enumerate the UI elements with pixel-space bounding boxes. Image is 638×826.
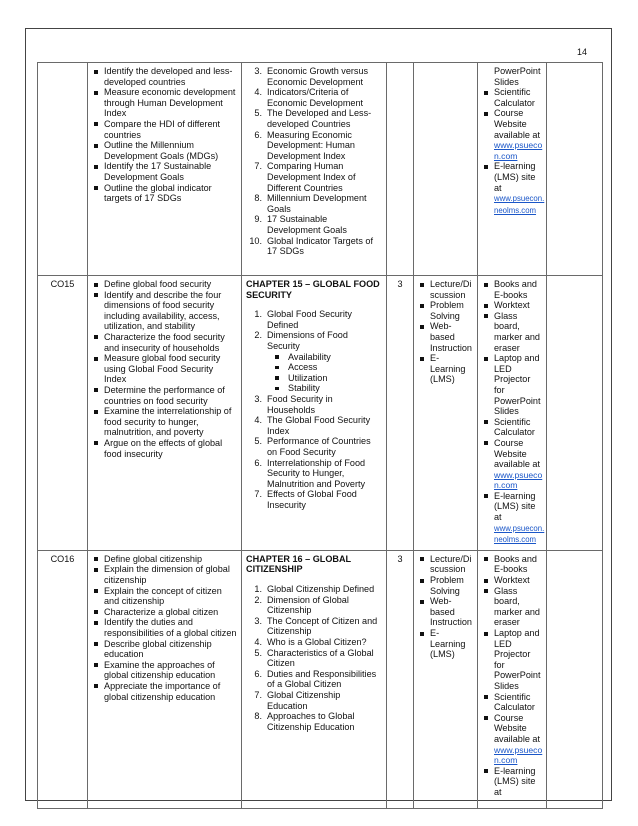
topic-text: Characteristics of a Global Citizen bbox=[267, 647, 374, 669]
list-item: Outline the global indicator targets of 17 SDGs bbox=[92, 183, 237, 204]
topic-number: 7. bbox=[254, 161, 262, 172]
list-item: Books and E-books bbox=[482, 279, 542, 300]
list-item: Define global food security bbox=[92, 279, 237, 290]
list-item bbox=[246, 236, 382, 257]
course-outcome-code: CO16 bbox=[38, 550, 88, 808]
topic-number: 7. bbox=[254, 689, 262, 700]
resources-list bbox=[482, 279, 545, 546]
list-item: Define global citizenship bbox=[92, 554, 237, 565]
list-item: Identify the developed and less-developed countries bbox=[92, 66, 237, 87]
list-item bbox=[246, 193, 382, 214]
list-item: Explain the dimension of global citizenship bbox=[92, 564, 237, 585]
learning-outcomes-cell bbox=[88, 63, 242, 276]
topic-number: 5. bbox=[254, 108, 262, 119]
methods-list bbox=[418, 279, 473, 385]
list-item: Explain the concept of citizen and citizenship bbox=[92, 586, 237, 607]
learning-outcomes-list bbox=[92, 554, 237, 702]
topic-text: Dimensions of Food Security bbox=[267, 330, 348, 351]
topic-number: 3. bbox=[254, 615, 262, 626]
list-item: Worktext bbox=[482, 575, 542, 586]
topic-text: Duties and Responsibilities of a Global Citizen bbox=[267, 668, 377, 690]
resources-cell bbox=[478, 550, 547, 808]
list-item: Identify and describe the four dimensions of food security including availability, access, utilization, and stability bbox=[92, 290, 237, 332]
topics-cell bbox=[242, 276, 387, 551]
topic-text: Economic Growth versus Economic Development bbox=[267, 66, 369, 87]
topic-text: Who is a Global Citizen? bbox=[267, 637, 367, 647]
list-item: Examine the approaches of global citizenship education bbox=[92, 660, 237, 681]
topic-number: 3. bbox=[254, 66, 262, 76]
list-item bbox=[246, 584, 382, 595]
table-row bbox=[38, 550, 603, 808]
topic-number: 2. bbox=[254, 330, 262, 341]
list-item: E-Learning (LMS) bbox=[418, 628, 473, 660]
hours-cell: 3 bbox=[387, 550, 414, 808]
topic-text: Dimension of Global Citizenship bbox=[267, 594, 349, 616]
topic-text: Approaches to Global Citizenship Education bbox=[267, 711, 355, 732]
empty-cell bbox=[547, 276, 603, 551]
list-item: Stability bbox=[272, 383, 382, 394]
list-item: Glass board, marker and eraser bbox=[482, 586, 542, 628]
list-item: Books and E-books bbox=[482, 554, 542, 575]
topic-text: Comparing Human Development Index of Different Countries bbox=[267, 161, 356, 193]
list-item: Determine the performance of countries on food security bbox=[92, 385, 237, 406]
learning-outcomes-cell bbox=[88, 276, 242, 551]
topic-number: 7. bbox=[254, 489, 262, 500]
resources-list bbox=[482, 87, 545, 216]
list-item: Measure economic development through Human Development Index bbox=[92, 87, 237, 119]
list-item bbox=[246, 415, 382, 436]
list-item: Scientific Calculator bbox=[482, 87, 542, 108]
topics-list bbox=[246, 66, 382, 257]
list-item bbox=[246, 711, 382, 732]
topic-number: 6. bbox=[254, 457, 262, 468]
course-outcome-code bbox=[38, 63, 88, 276]
resources-cell bbox=[478, 276, 547, 551]
list-item: Examine the interrelationship of food security to hunger, malnutrition, and poverty bbox=[92, 406, 237, 438]
topic-number: 4. bbox=[254, 637, 262, 647]
topic-number: 4. bbox=[254, 415, 262, 426]
list-item: E-learning (LMS) site at bbox=[482, 766, 542, 798]
topic-number: 5. bbox=[254, 436, 262, 447]
topic-text: The Concept of Citizen and Citizenship bbox=[267, 615, 378, 637]
topic-number: 2. bbox=[254, 594, 262, 605]
list-item: Course Website available at www.psueco n.com bbox=[482, 438, 542, 491]
topic-number: 3. bbox=[254, 393, 262, 404]
topic-subtopics bbox=[272, 352, 382, 394]
methods-cell bbox=[414, 276, 478, 551]
resources-continuation: PowerPoint Slides bbox=[494, 66, 541, 87]
list-item: Argue on the effects of global food insecurity bbox=[92, 438, 237, 459]
list-item: Web-based Instruction bbox=[418, 596, 473, 628]
topic-number: 1. bbox=[254, 309, 262, 320]
learning-outcomes-list bbox=[92, 66, 237, 204]
list-item: Appreciate the importance of global citizenship education bbox=[92, 681, 237, 702]
topic-text: Performance of Countries on Food Security bbox=[267, 436, 371, 457]
list-item: Access bbox=[272, 362, 382, 373]
topic-text: Measuring Economic Development: Human Development Index bbox=[267, 129, 355, 161]
list-item bbox=[246, 489, 382, 510]
chapter-title: CHAPTER 15 – GLOBAL FOOD SECURITY bbox=[246, 279, 380, 300]
topics-cell bbox=[242, 63, 387, 276]
methods-cell bbox=[414, 63, 478, 276]
topic-text: The Developed and Less-developed Countries bbox=[267, 108, 372, 129]
topics-list bbox=[246, 584, 382, 732]
topic-number: 1. bbox=[254, 584, 262, 595]
list-item bbox=[246, 458, 382, 490]
list-item bbox=[246, 108, 382, 129]
topic-text: Global Indicator Targets of 17 SDGs bbox=[267, 235, 373, 257]
list-item: Worktext bbox=[482, 300, 542, 311]
resources-list bbox=[482, 554, 542, 798]
topic-text: Global Citizenship Defined bbox=[267, 584, 375, 595]
list-item: Outline the Millennium Development Goals (MDGs) bbox=[92, 140, 237, 161]
list-item: Laptop and LED Projector for PowerPoint Slides bbox=[482, 353, 542, 417]
list-item: E-learning (LMS) site at www.psuecon. neolms.com bbox=[482, 161, 542, 216]
list-item: Measure global food security using Global Food Security Index bbox=[92, 353, 237, 385]
topic-number: 8. bbox=[254, 193, 262, 204]
topic-text: The Global Food Security Index bbox=[267, 415, 371, 436]
empty-cell bbox=[547, 550, 603, 808]
lms-link[interactable]: www.psuecon. neolms.com bbox=[494, 194, 545, 215]
list-item bbox=[246, 130, 382, 162]
syllabus-table bbox=[37, 62, 603, 809]
list-item: Characterize a global citizen bbox=[92, 607, 237, 618]
topics-list bbox=[246, 309, 382, 510]
table-row bbox=[38, 63, 603, 276]
list-item: Problem Solving bbox=[418, 575, 473, 596]
methods-list bbox=[418, 554, 473, 660]
hours-cell: 3 bbox=[387, 276, 414, 551]
list-item bbox=[246, 690, 382, 711]
topic-text: 17 Sustainable Development Goals bbox=[267, 214, 347, 235]
lms-link[interactable]: www.psuecon. neolms.com bbox=[494, 523, 545, 545]
list-item: E-learning (LMS) site at www.psuecon. neolms.com bbox=[482, 491, 542, 546]
topic-number: 10. bbox=[249, 235, 262, 246]
list-item: Laptop and LED Projector for PowerPoint Slides bbox=[482, 628, 542, 692]
list-item bbox=[246, 669, 382, 690]
list-item: Characterize the food security and insecurity of households bbox=[92, 332, 237, 353]
table-row bbox=[38, 276, 603, 551]
list-item: Course Website available at www.psueco n.com bbox=[482, 713, 542, 766]
list-item bbox=[246, 637, 382, 648]
methods-cell bbox=[414, 550, 478, 808]
list-item bbox=[246, 436, 382, 457]
list-item: Identify the duties and responsibilities of a global citizen bbox=[92, 617, 237, 638]
topic-number: 8. bbox=[254, 711, 262, 722]
list-item: E-Learning (LMS) bbox=[418, 353, 473, 385]
learning-outcomes-list bbox=[92, 279, 237, 459]
course-outcome-code: CO15 bbox=[38, 276, 88, 551]
topic-text: Effects of Global Food Insecurity bbox=[267, 489, 357, 510]
list-item: Web-based Instruction bbox=[418, 321, 473, 353]
list-item: Identify the 17 Sustainable Development Goals bbox=[92, 161, 237, 182]
list-item: Lecture/Di scussion bbox=[418, 279, 473, 300]
topics-cell bbox=[242, 550, 387, 808]
topic-number: 9. bbox=[254, 214, 262, 225]
topic-number: 4. bbox=[254, 87, 262, 98]
course-website-link[interactable]: www.psueco n.com bbox=[494, 469, 543, 491]
topic-text: Food Security in Households bbox=[267, 393, 333, 415]
topic-text: Global Food Security Defined bbox=[267, 309, 352, 330]
list-item bbox=[246, 161, 382, 193]
topic-text: Interrelationship of Food Security to Hunger, Malnutrition and Poverty bbox=[267, 457, 366, 489]
topic-text: Millennium Development Goals bbox=[267, 193, 367, 214]
chapter-title: CHAPTER 16 – GLOBAL CITIZENSHIP bbox=[246, 553, 351, 575]
list-item bbox=[246, 616, 382, 637]
topic-text: Indicators/Criteria of Economic Development bbox=[267, 87, 364, 108]
list-item bbox=[246, 87, 382, 108]
list-item: Availability bbox=[272, 352, 382, 363]
topic-number: 5. bbox=[254, 647, 262, 658]
topic-text: Global Citizenship Education bbox=[267, 689, 341, 711]
list-item bbox=[246, 330, 382, 394]
list-item bbox=[246, 648, 382, 669]
list-item: Lecture/Di scussion bbox=[418, 554, 473, 575]
list-item bbox=[246, 394, 382, 415]
list-item bbox=[246, 214, 382, 235]
hours-cell bbox=[387, 63, 414, 276]
learning-outcomes-cell bbox=[88, 550, 242, 808]
topic-number: 6. bbox=[254, 129, 262, 140]
table-body bbox=[38, 63, 603, 809]
list-item bbox=[246, 66, 382, 87]
list-item: Compare the HDI of different countries bbox=[92, 119, 237, 140]
course-website-link[interactable]: www.psueco n.com bbox=[494, 140, 543, 161]
empty-cell bbox=[547, 63, 603, 276]
resources-cell bbox=[478, 63, 547, 276]
topic-number: 6. bbox=[254, 668, 262, 679]
list-item bbox=[246, 309, 382, 330]
list-item: Utilization bbox=[272, 373, 382, 384]
list-item: Glass board, marker and eraser bbox=[482, 311, 542, 353]
list-item: Scientific Calculator bbox=[482, 692, 542, 713]
list-item: Problem Solving bbox=[418, 300, 473, 321]
list-item: Course Website available at www.psueco n.com bbox=[482, 108, 542, 161]
list-item: Describe global citizenship education bbox=[92, 639, 237, 660]
list-item: Scientific Calculator bbox=[482, 417, 542, 438]
course-website-link[interactable]: www.psueco n.com bbox=[494, 744, 543, 766]
page-number: 14 bbox=[576, 47, 587, 57]
list-item bbox=[246, 595, 382, 616]
